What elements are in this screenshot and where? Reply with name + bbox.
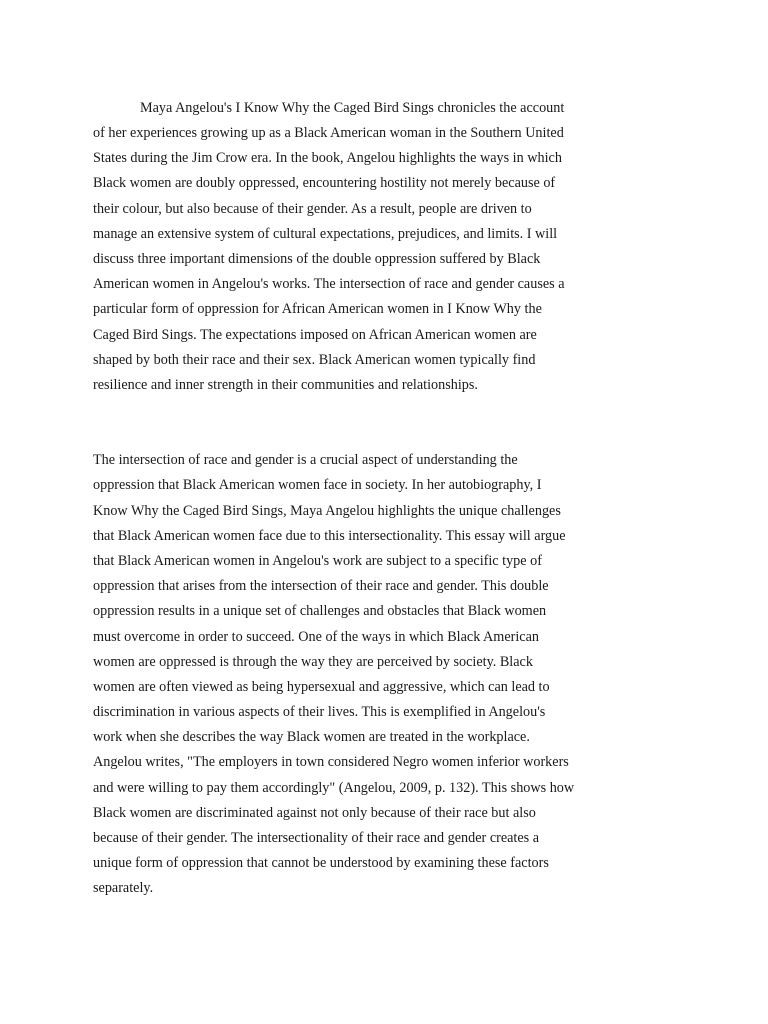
text-line: Black women are doubly oppressed, encountering hostility not merely because of	[93, 175, 556, 191]
text-line: particular form of oppression for African American women in I Know Why the	[93, 301, 542, 317]
text-line: discuss three important dimensions of the double oppression suffered by Black	[93, 251, 541, 267]
text-line: oppression that Black American women face in society. In her autobiography, I	[93, 477, 542, 493]
text-line: and were willing to pay them accordingly" (Angelou, 2009, p. 132). This shows how	[93, 780, 575, 796]
text-line: work when she describes the way Black women are treated in the workplace.	[93, 729, 530, 745]
text-line: that Black American women face due to this intersectionality. This essay will argue	[93, 528, 566, 544]
text-line: oppression that arises from the intersection of their race and gender. This double	[93, 578, 549, 594]
text-line: women are oppressed is through the way they are perceived by society. Black	[93, 654, 533, 670]
text-line: that Black American women in Angelou's work are subject to a specific type of	[93, 553, 542, 569]
text-line: must overcome in order to succeed. One of the ways in which Black American	[93, 629, 539, 645]
text-line: women are often viewed as being hypersexual and aggressive, which can lead to	[93, 679, 550, 695]
text-line: Caged Bird Sings. The expectations imposed on African American women are	[93, 327, 537, 343]
text-line: oppression results in a unique set of challenges and obstacles that Black women	[93, 603, 547, 619]
text-line: discrimination in various aspects of their lives. This is exemplified in Angelou's	[93, 704, 546, 720]
text-line: unique form of oppression that cannot be understood by examining these factors	[93, 855, 549, 871]
text-line: separately.	[93, 880, 154, 896]
text-line: manage an extensive system of cultural expectations, prejudices, and limits. I will	[93, 226, 558, 242]
text-line: American women in Angelou's works. The intersection of race and gender causes a	[93, 276, 565, 292]
text-line: The intersection of race and gender is a crucial aspect of understanding the	[93, 452, 518, 468]
text-line: because of their gender. The intersectionality of their race and gender creates a	[93, 830, 540, 846]
text-line: of her experiences growing up as a Black American woman in the Southern United	[93, 125, 564, 141]
text-line: resilience and inner strength in their communities and relationships.	[93, 377, 478, 393]
text-line: shaped by both their race and their sex. Black American women typically find	[93, 352, 536, 368]
text-line: Angelou writes, "The employers in town considered Negro women inferior workers	[93, 754, 569, 770]
text-line: their colour, but also because of their gender. As a result, people are driven to	[93, 201, 532, 217]
text-line: Black women are discriminated against not only because of their race but also	[93, 805, 536, 821]
text-line: States during the Jim Crow era. In the book, Angelou highlights the ways in which	[93, 150, 562, 166]
text-line: Maya Angelou's I Know Why the Caged Bird Sings chronicles the account	[140, 100, 565, 116]
text-line: Know Why the Caged Bird Sings, Maya Angelou highlights the unique challenges	[93, 503, 561, 519]
